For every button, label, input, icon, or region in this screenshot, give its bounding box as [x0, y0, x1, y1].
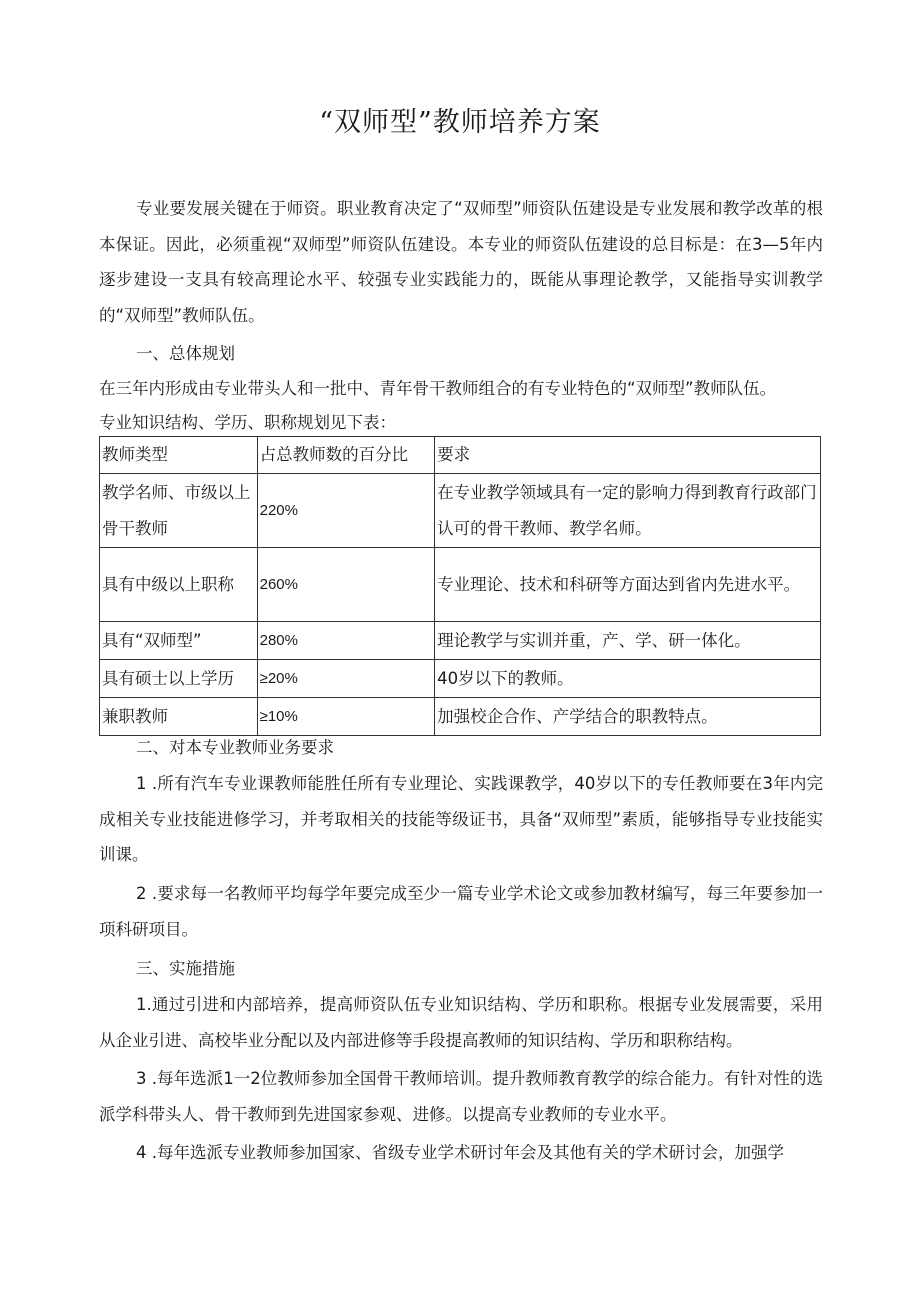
table-header-row: [100, 437, 821, 474]
cell-percent: 220%: [257, 474, 435, 548]
table-row: [100, 660, 821, 698]
section3-item-1: 1.通过引进和内部培养，提高师资队伍专业知识结构、学历和职称。根据专业发展需要，采用从企业引进、高校毕业分配以及内部进修等手段提高教师的知识结构、学历和职称结构。: [99, 995, 823, 1050]
cell-type: 具有中级以上职称: [100, 548, 258, 622]
cell-percent: ≥20%: [257, 660, 435, 698]
cell-type: 具有硕士以上学历: [100, 660, 258, 698]
cell-req: 专业理论、技术和科研等方面达到省内先进水平。: [435, 548, 821, 622]
section2-item-1: 1 .所有汽车专业课教师能胜任所有专业理论、实践课教学，40岁以下的专任教师要在3年内完成相关专业技能进修学习，并考取相关的技能等级证书，具备“双师型”素质，能够指导专业技能实训课。: [99, 774, 823, 864]
cell-percent: 260%: [257, 548, 435, 622]
section3-item-3: 4 .每年选派专业教师参加国家、省级专业学术研讨年会及其他有关的学术研讨会，加强学: [136, 1143, 784, 1162]
section2-item-2: 2 .要求每一名教师平均每学年要完成至少一篇专业学术论文或参加教材编写，每三年要参加一项科研项目。: [99, 884, 823, 939]
cell-percent: ≥10%: [257, 698, 435, 736]
section3-item-2: 3 .每年选派1一2位教师参加全国骨干教师培训。提升教师教育教学的综合能力。有针对性的选派学科带头人、骨干教师到先进国家参观、进修。以提高专业教师的专业水平。: [99, 1069, 823, 1124]
section3-heading: 三、实施措施: [136, 959, 235, 978]
cell-req: 在专业教学领域具有一定的影响力得到教育行政部门认可的骨干教师、教学名师。: [435, 474, 821, 548]
cell-req: 40岁以下的教师。: [435, 660, 821, 698]
plan-table: [99, 436, 821, 736]
table-row: [100, 622, 821, 660]
cell-req: 理论教学与实训并重，产、学、研一体化。: [435, 622, 821, 660]
table-row: [100, 474, 821, 548]
cell-percent: 280%: [257, 622, 435, 660]
section1-line2: 专业知识结构、学历、职称规划见下表：: [99, 413, 396, 432]
cell-type: 教学名师、市级以上骨干教师: [100, 474, 258, 548]
header-cell-type: 教师类型: [100, 437, 258, 474]
section1-heading: 一、总体规划: [136, 344, 235, 363]
cell-type: 兼职教师: [100, 698, 258, 736]
header-cell-req: 要求: [435, 437, 821, 474]
cell-req: 加强校企合作、产学结合的职教特点。: [435, 698, 821, 736]
table-row: [100, 548, 821, 622]
section2-heading: 二、对本专业教师业务要求: [136, 738, 334, 757]
section1-line1: 在三年内形成由专业带头人和一批中、青年骨干教师组合的有专业特色的“双师型”教师队伍。: [99, 379, 777, 398]
cell-type: 具有“双师型”: [100, 622, 258, 660]
page-title: “双师型”教师培养方案: [319, 107, 601, 138]
intro-paragraph: 专业要发展关键在于师资。职业教育决定了“双师型”师资队伍建设是专业发展和教学改革的根本保证。因此，必须重视“双师型”师资队伍建设。本专业的师资队伍建设的总目标是：在3—5年内逐步建设一支具有较高理论水平、较强专业实践能力的，既能从事理论教学，又能指导实训教学的“双师型”教师队伍。: [99, 199, 823, 325]
header-cell-percent: 占总教师数的百分比: [257, 437, 435, 474]
